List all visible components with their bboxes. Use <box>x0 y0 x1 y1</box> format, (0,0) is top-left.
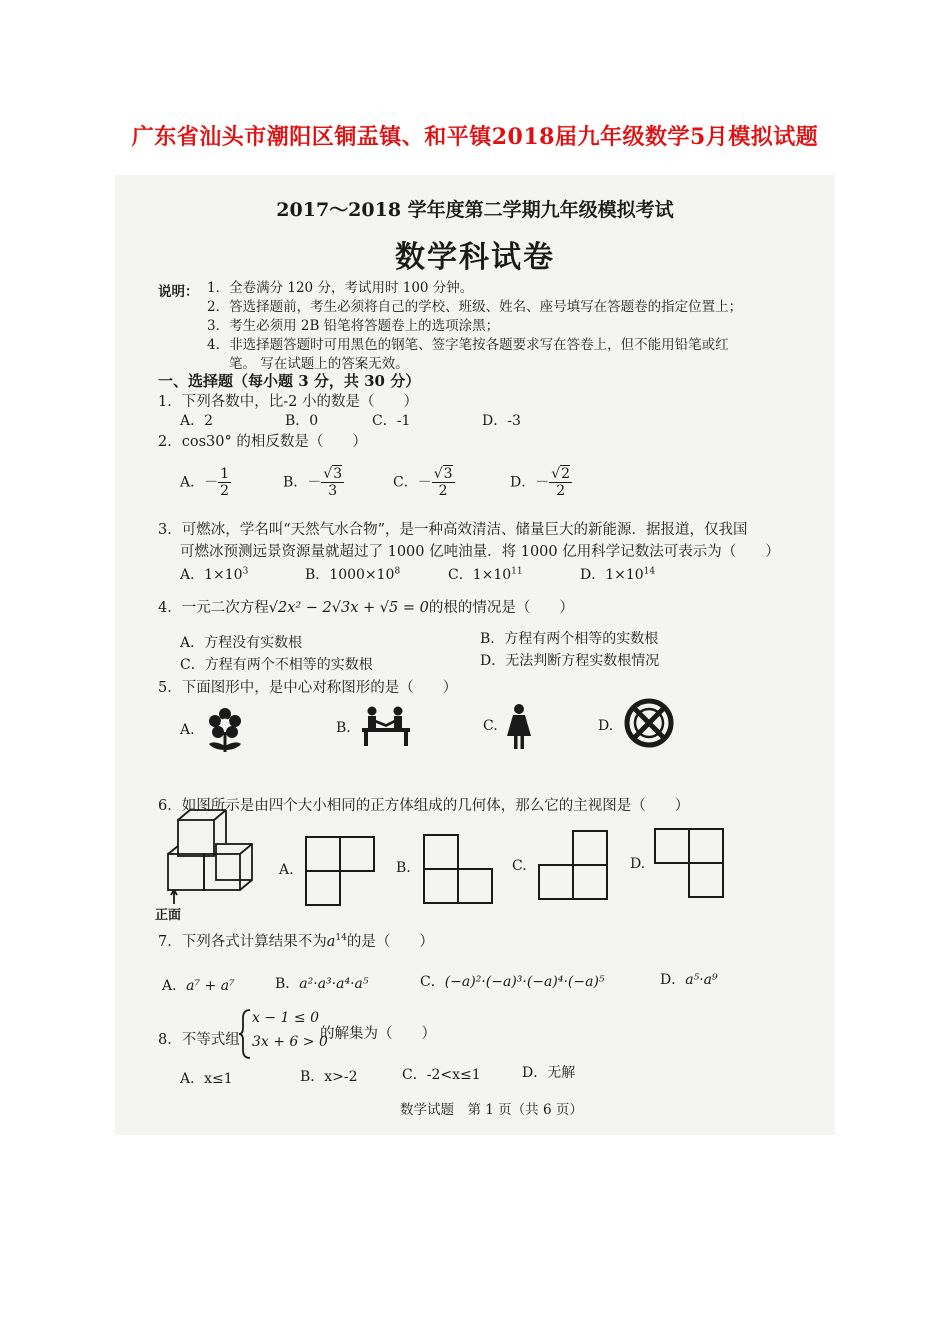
q2-option-a <box>180 466 231 499</box>
q8-stem-post: 的解集为（ ） <box>320 1026 436 1042</box>
q4-option-b: B．方程有两个相等的实数根 <box>480 631 659 647</box>
q6-option-b: B. <box>396 860 411 876</box>
q2-b-fraction <box>321 466 344 499</box>
instruction-1: 1．全卷满分 120 分，考试用时 100 分钟。 <box>207 280 474 296</box>
q7-option-b <box>275 973 368 993</box>
q2-d-minus: － <box>535 474 550 491</box>
q2-c-den: 2 <box>438 483 448 500</box>
q2-c-minus: － <box>417 474 432 491</box>
q7-option-c <box>420 971 605 991</box>
view-d-shape <box>654 828 724 898</box>
q3-option-a <box>180 564 248 584</box>
instructions-label: 说明： <box>158 284 199 300</box>
q4-option-a: A．方程没有实数根 <box>180 635 303 651</box>
q4-stem <box>158 596 574 617</box>
brace-icon <box>238 1008 252 1060</box>
q2-c-radicand: 3 <box>443 466 453 482</box>
q2-b-num <box>321 466 344 483</box>
q7-c-label: C． <box>420 974 445 990</box>
q8-option-d: D．无解 <box>522 1065 576 1081</box>
q7-variable: a <box>326 934 336 950</box>
document-title: 广东省汕头市潮阳区铜盂镇、和平镇2018届九年级数学5月模拟试题 <box>131 124 819 150</box>
q7-stem-post: 的是（ ） <box>346 934 434 950</box>
q3-option-d <box>580 564 655 584</box>
q7-option-d <box>660 969 718 989</box>
instruction-3: 3．考生必须用 2B 铅笔将答题卷上的选项涂黑； <box>207 318 500 334</box>
q1-stem: 1．下列各数中，比-2 小的数是（ ） <box>158 394 418 410</box>
q8-option-b: B．x>-2 <box>300 1069 358 1085</box>
exam-header: 2017～2018 学年度第二学期九年级模拟考试 <box>276 199 674 221</box>
q2-b-radicand: 3 <box>333 466 343 482</box>
q5-option-c: C. <box>483 718 498 734</box>
instruction-2: 2．答选择题前，考生必须将自己的学校、班级、姓名、座号填写在答题卷的指定位置上； <box>207 299 743 315</box>
q6-option-c: C. <box>512 858 527 874</box>
q4-stem-post: 的根的情况是（ ） <box>428 600 574 616</box>
q5-option-a: A. <box>180 722 195 738</box>
q6-stem: 6．如图所示是由四个大小相同的正方体组成的几何体，那么它的主视图是（ ） <box>158 798 690 814</box>
view-c-shape <box>538 830 608 900</box>
q8-ineq1-text: x − 1 ≤ 0 <box>252 1010 319 1026</box>
q7-b-expr: a²·a³·a⁴·a⁵ <box>299 976 369 992</box>
q7-exponent: 14 <box>335 933 347 944</box>
q2-b-label: B． <box>283 474 308 491</box>
q2-b-minus: － <box>307 474 322 491</box>
q2-d-den: 2 <box>556 483 566 500</box>
q2-a-num: 1 <box>220 466 230 482</box>
q1-option-a: A．2 <box>180 413 214 429</box>
q3-line-1: 3．可燃冰，学名叫“天然气水合物”，是一种高效清洁、储量巨大的新能源．据报道，仅我国 <box>158 522 748 538</box>
q1-option-b: B．0 <box>285 413 319 429</box>
q2-a-den: 2 <box>220 483 230 500</box>
q2-b-den: 3 <box>328 483 338 500</box>
cube-solid-figure <box>160 808 270 912</box>
q8-option-a: A．x≤1 <box>180 1071 233 1087</box>
q5-stem: 5．下面图形中，是中心对称图形的是（ ） <box>158 680 458 696</box>
q3-d-exp: 14 <box>643 566 656 577</box>
q2-d-fraction <box>549 466 572 499</box>
q3-c-base: C．1×10 <box>448 567 512 583</box>
woman-figure-icon <box>504 704 534 750</box>
q7-d-expr: a⁵·a⁹ <box>685 972 718 988</box>
q6-option-d: D. <box>630 856 646 872</box>
q2-a-label: A． <box>180 474 205 491</box>
instruction-4-cont: 笔。 写在试题上的答案无效。 <box>229 356 409 372</box>
q7-d-label: D． <box>660 972 686 988</box>
q7-option-a <box>162 975 235 995</box>
q6-front-label: 正面 <box>155 908 182 923</box>
q8-ineq2-text: 3x + 6 > 0 <box>252 1034 328 1050</box>
q4-equation: √2x² − 2√3x + √5 = 0 <box>268 600 429 616</box>
q2-a-minus: － <box>204 474 219 491</box>
q7-a-expr: a⁷ + a⁷ <box>186 978 235 994</box>
sqrt-icon: √ <box>433 466 443 482</box>
q2-option-d <box>510 466 572 499</box>
section-heading: 一、选择题（每小题 3 分，共 30 分） <box>158 372 421 390</box>
q3-d-base: D．1×10 <box>580 567 644 583</box>
exam-title: 数学科试卷 <box>395 240 555 275</box>
q3-option-c <box>448 564 523 584</box>
view-b-shape <box>423 834 493 904</box>
q1-option-c: C．-1 <box>372 413 411 429</box>
crossed-circle-icon <box>624 698 674 748</box>
q3-option-b <box>305 564 400 584</box>
q2-d-num <box>549 466 572 483</box>
q2-c-label: C． <box>393 474 418 491</box>
q2-option-b <box>283 466 344 499</box>
q4-option-c: C．方程有两个不相等的实数根 <box>180 657 373 673</box>
q5-option-b: B. <box>336 720 351 736</box>
q4-stem-pre: 4．一元二次方程 <box>158 600 269 616</box>
q2-a-fraction <box>218 466 231 499</box>
q3-a-base: A．1×10 <box>180 567 243 583</box>
q6-option-a: A. <box>279 862 294 878</box>
q4-option-d: D．无法判断方程实数根情况 <box>480 653 660 669</box>
q8-stem-pre: 8．不等式组 <box>158 1032 240 1048</box>
view-a-shape <box>305 836 375 906</box>
q3-b-exp: 8 <box>394 566 401 577</box>
q3-a-exp: 3 <box>242 566 249 577</box>
q2-c-fraction <box>432 466 455 499</box>
sqrt-icon: √ <box>323 466 333 482</box>
q2-c-num <box>432 466 455 483</box>
q8-option-c: C．-2<x≤1 <box>402 1067 481 1083</box>
sqrt-icon: √ <box>551 466 561 482</box>
flower-icon <box>204 706 246 754</box>
q3-c-exp: 11 <box>511 566 523 577</box>
q7-a-label: A． <box>162 978 187 994</box>
q2-d-radicand: 2 <box>561 466 571 482</box>
q3-b-base: B．1000×10 <box>305 567 395 583</box>
q7-c-expr: (−a)²·(−a)³·(−a)⁴·(−a)⁵ <box>444 974 605 990</box>
two-people-sitting-icon <box>358 706 414 748</box>
q7-stem-pre: 7．下列各式计算结果不为 <box>158 934 327 950</box>
q3-line-2: 可燃冰预测远景资源量就超过了 1000 亿吨油量．将 1000 亿用科学记数法可表示为（ ） <box>180 544 780 560</box>
q2-stem: 2．cos30° 的相反数是（ ） <box>158 434 367 450</box>
q7-b-label: B． <box>275 976 300 992</box>
q7-stem <box>158 930 434 951</box>
instruction-4: 4．非选择题答题时可用黑色的钢笔、签字笔按各题要求写在答卷上，但不能用铅笔或红 <box>207 337 729 353</box>
q1-option-d: D．-3 <box>482 413 521 429</box>
q8-inequality-1 <box>252 1010 319 1026</box>
page-footer: 数学试题 第 1 页（共 6 页） <box>400 1102 583 1118</box>
q2-option-c <box>393 466 455 499</box>
q5-option-d: D. <box>598 718 614 734</box>
q8-inequality-2 <box>252 1034 328 1050</box>
q2-d-label: D． <box>510 474 536 491</box>
